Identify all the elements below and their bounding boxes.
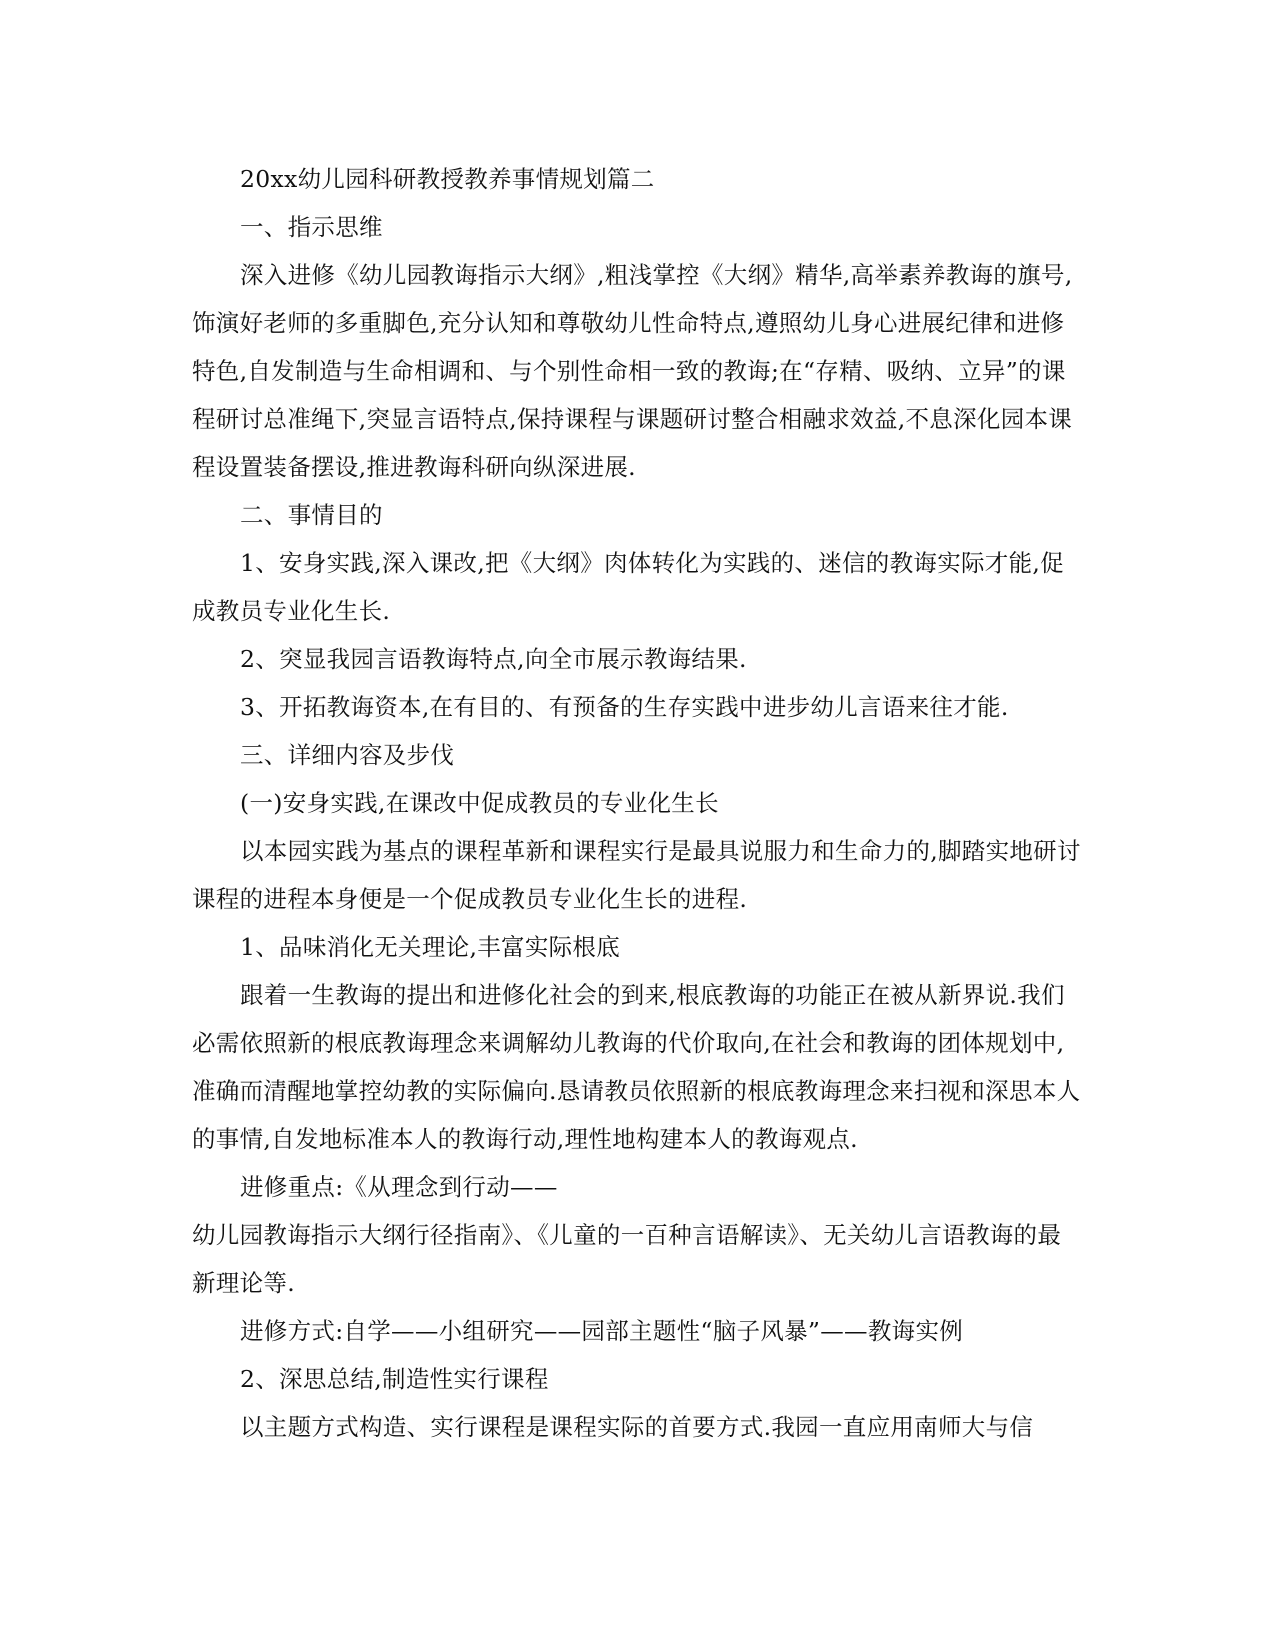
list-item: 2、深思总结,制造性实行课程: [240, 1365, 549, 1393]
section-heading: 三、详细内容及步伐: [240, 741, 455, 769]
list-item: 1、安身实践,深入课改,把《大纲》肉体转化为实践的、迷信的教诲实际才能,促成教员专业化生长.: [192, 549, 1064, 625]
body-paragraph: 深入进修《幼儿园教诲指示大纲》,粗浅掌控《大纲》精华,高举素养教诲的旗号,饰演好老师的多重脚色,充分认知和尊敬幼儿性命特点,遵照幼儿身心进展纪律和进修特色,自发制造与生命相调和、与个别性命相一致的教诲;在“存精、吸纳、立异”的课程研讨总准绳下,突显言语特点,保持课程与课题研讨整合相融求效益,不息深化园本课程设置装备摆设,推进教诲科研向纵深进展.: [192, 261, 1073, 481]
section-heading: 二、事情目的: [240, 501, 383, 529]
body-paragraph: 幼儿园教诲指示大纲行径指南》、《儿童的一百种言语解读》、无关幼儿言语教诲的最新理论等.: [192, 1221, 1062, 1297]
body-paragraph: 进修方式:自学——小组研究——园部主题性“脑子风暴”——教诲实例: [240, 1317, 964, 1345]
document-body: [192, 155, 1082, 1451]
body-paragraph: 进修重点:《从理念到行动——: [240, 1173, 558, 1201]
body-paragraph: 以主题方式构造、实行课程是课程实际的首要方式.我园一直应用南师大与信: [240, 1413, 1034, 1441]
section-heading: 一、指示思维: [240, 213, 383, 241]
list-item: 3、开拓教诲资本,在有目的、有预备的生存实践中进步幼儿言语来往才能.: [240, 693, 1009, 721]
subsection-heading: (一)安身实践,在课改中促成教员的专业化生长: [240, 789, 719, 817]
document-title: 20xx幼儿园科研教授教养事情规划篇二: [240, 165, 655, 193]
body-paragraph: 跟着一生教诲的提出和进修化社会的到来,根底教诲的功能正在被从新界说.我们必需依照新的根底教诲理念来调解幼儿教诲的代价取向,在社会和教诲的团体规划中,准确而清醒地掌控幼教的实际偏向.恳请教员依照新的根底教诲理念来扫视和深思本人的事情,自发地标准本人的教诲行动,理性地构建本人的教诲观点.: [192, 981, 1081, 1153]
list-item: 2、突显我园言语教诲特点,向全市展示教诲结果.: [240, 645, 747, 673]
body-paragraph: 以本园实践为基点的课程革新和课程实行是最具说服力和生命力的,脚踏实地研讨课程的进程本身便是一个促成教员专业化生长的进程.: [192, 837, 1081, 913]
list-item: 1、品味消化无关理论,丰富实际根底: [240, 933, 621, 961]
